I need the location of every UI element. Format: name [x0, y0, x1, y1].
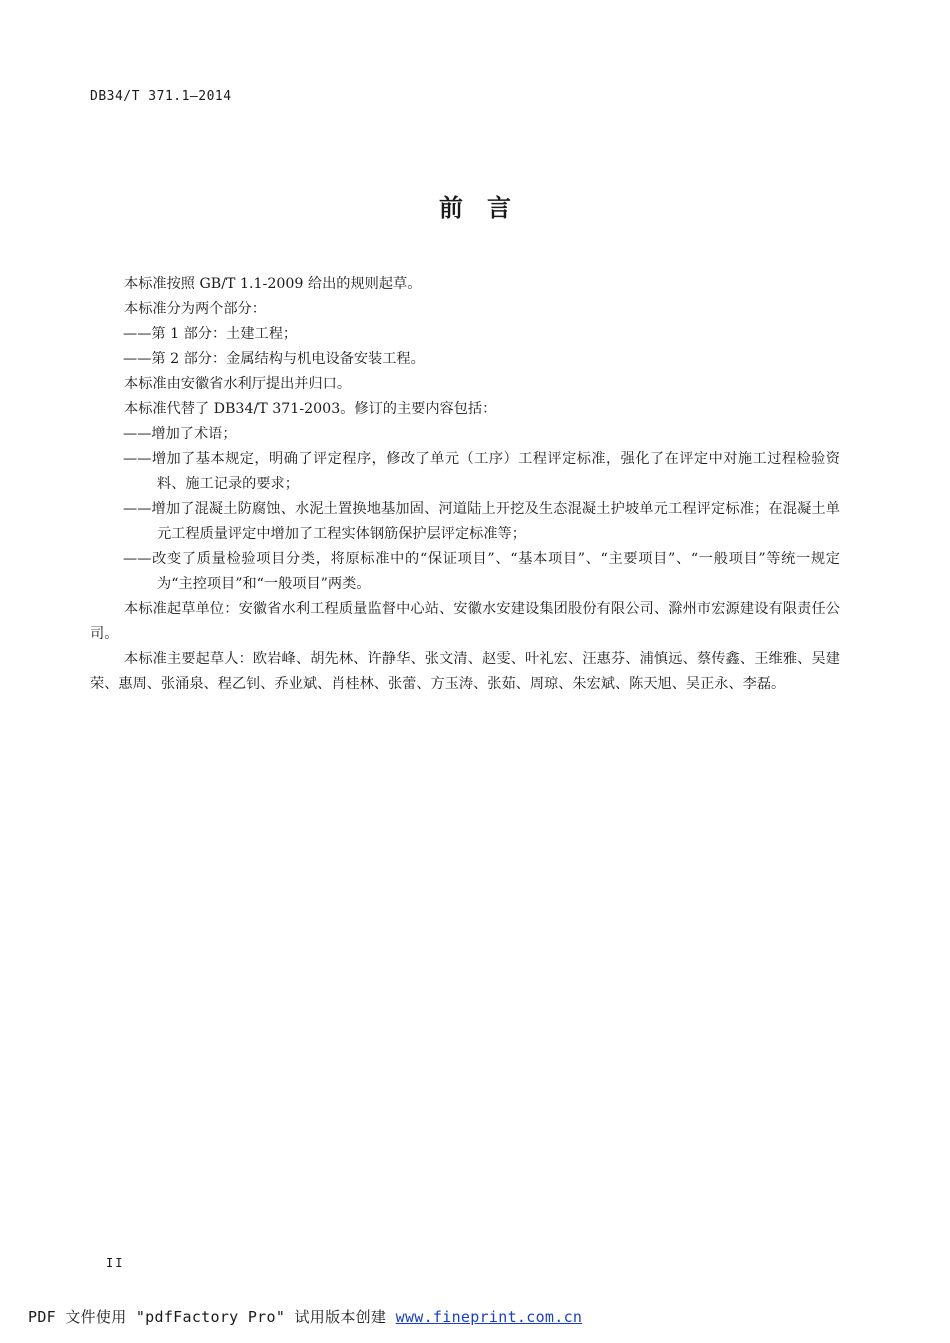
page-number: II: [106, 1256, 125, 1270]
footer-text: PDF 文件使用 "pdfFactory Pro" 试用版本创建: [28, 1308, 396, 1326]
document-body: [90, 272, 840, 697]
page-title: 前言: [439, 194, 535, 222]
paragraph-drafting-units: 本标准起草单位：安徽省水利工程质量监督中心站、安徽水安建设集团股份有限公司、滁州市宏源建设有限责任公司。: [90, 601, 840, 642]
paragraph-parts-intro: 本标准分为两个部分：: [124, 301, 266, 317]
list-item-part-1: ——第 1 部分：土建工程；: [123, 326, 298, 342]
paragraph-proposer: 本标准由安徽省水利厅提出并归口。: [124, 376, 352, 392]
pdf-watermark-footer: [28, 1306, 582, 1327]
paragraph-replaces: 本标准代替了 DB34/T 371-2003。修订的主要内容包括：: [124, 401, 497, 417]
paragraph-drafting-rules: 本标准按照 GB/T 1.1-2009 给出的规则起草。: [124, 276, 422, 292]
list-item-basic-rules: ——增加了基本规定，明确了评定程序，修改了单元（工序）工程评定标准，强化了在评定中对施工过程检验资料、施工记录的要求；: [123, 451, 840, 492]
document-code: DB34/T 371.1—2014: [90, 89, 232, 104]
list-item-terms: ——增加了术语；: [123, 426, 237, 442]
list-item-new-standards: ——增加了混凝土防腐蚀、水泥土置换地基加固、河道陆上开挖及生态混凝土护坡单元工程评定标准；在混凝土单元工程质量评定中增加了工程实体钢筋保护层评定标准等；: [123, 501, 840, 542]
footer-link[interactable]: www.fineprint.com.cn: [395, 1308, 583, 1326]
paragraph-drafters: 本标准主要起草人：欧岩峰、胡先林、许静华、张文清、赵雯、叶礼宏、汪惠芬、浦慎远、蔡传鑫、王维雅、吴建荣、惠周、张涌泉、程乙钊、乔业斌、肖桂林、张蕾、方玉涛、张茹、周琼、朱宏斌、陈天旭、吴正永、李磊。: [90, 651, 840, 692]
list-item-classification: ——改变了质量检验项目分类，将原标准中的“保证项目”、“基本项目”、“主要项目”、“一般项目”等统一规定为“主控项目”和“一般项目”两类。: [123, 551, 840, 592]
list-item-part-2: ——第 2 部分：金属结构与机电设备安装工程。: [123, 351, 425, 367]
